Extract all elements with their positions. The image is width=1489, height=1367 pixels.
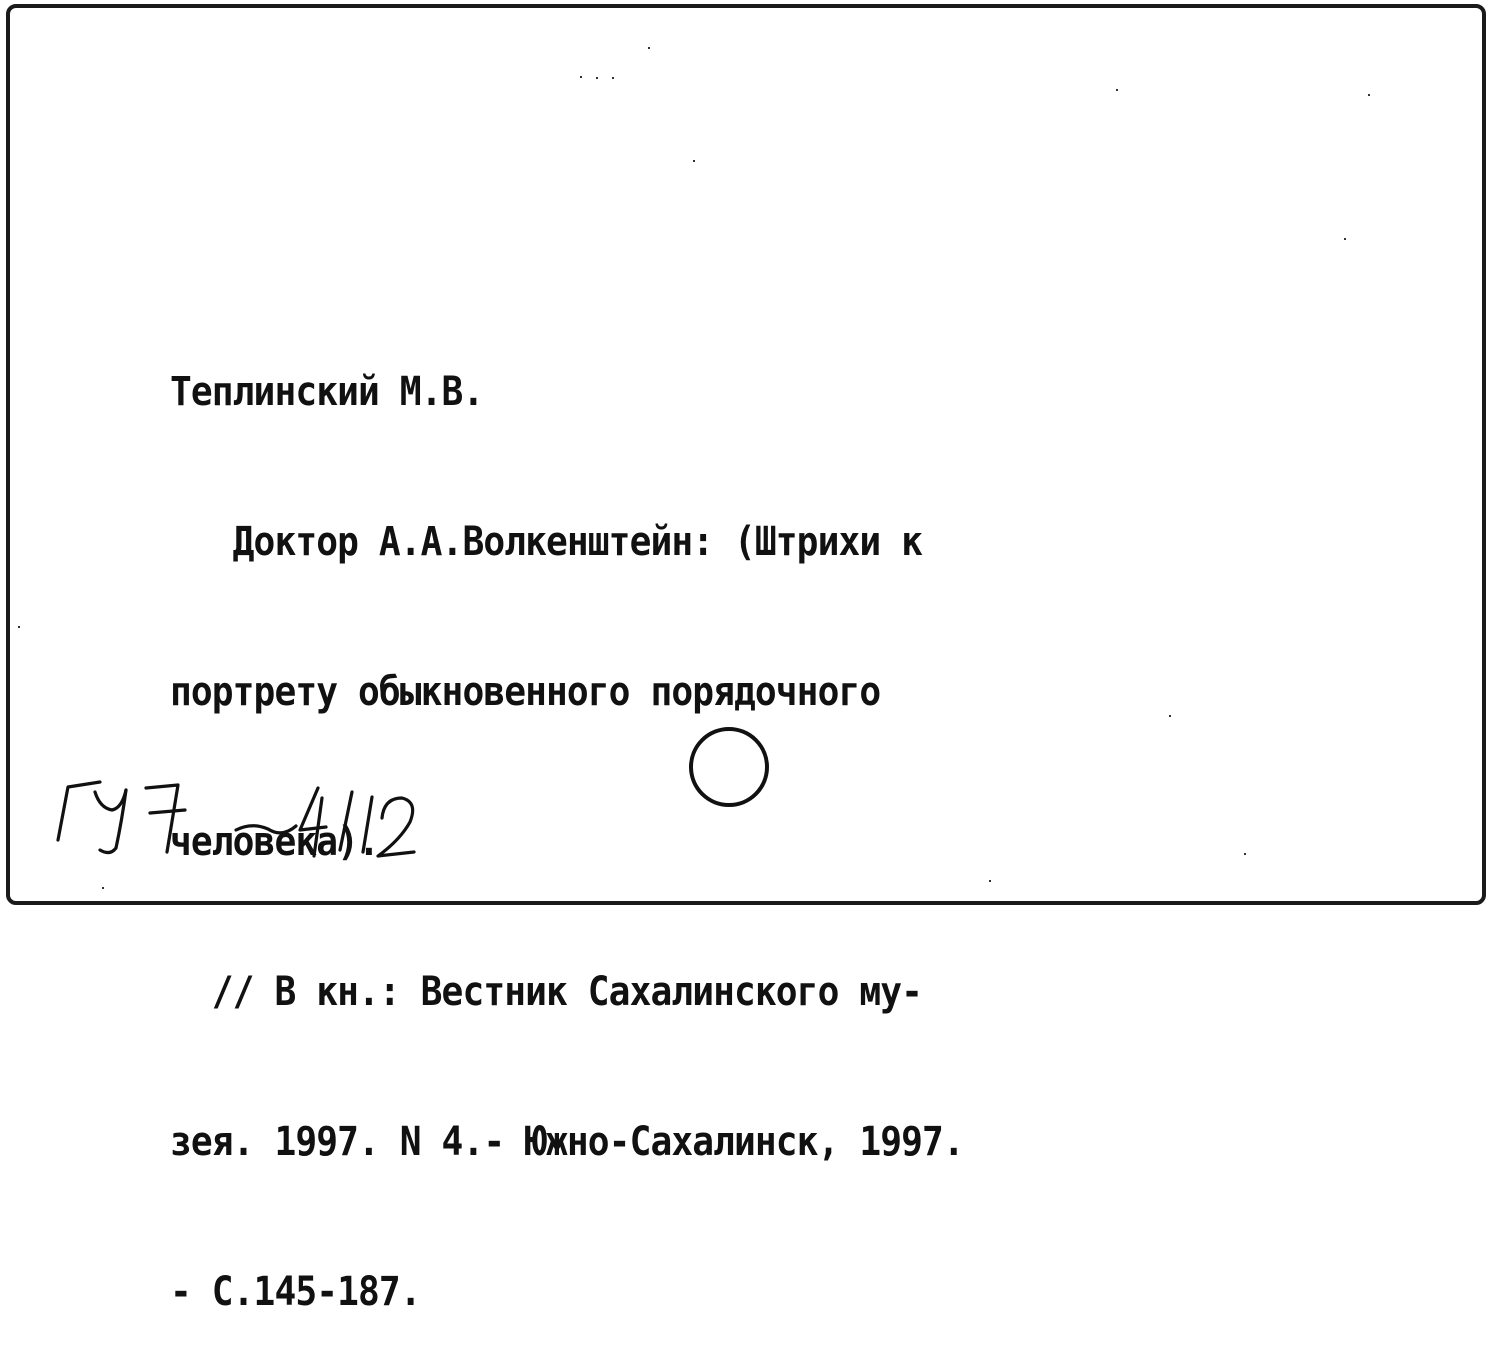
title-line: Доктор А.А.Волкенштейн: (Штрихи к <box>170 519 923 565</box>
scan-speck <box>989 880 991 882</box>
punch-hole <box>689 727 769 807</box>
scan-speck <box>1116 89 1118 91</box>
scan-speck <box>102 887 104 889</box>
bibliographic-entry <box>170 267 964 1367</box>
source-line: // В кн.: Вестник Сахалинского му- <box>170 969 923 1015</box>
scan-speck <box>580 76 582 78</box>
scan-speck <box>648 47 650 49</box>
scan-speck <box>1344 238 1346 240</box>
scan-speck <box>18 626 20 628</box>
title-line: портрету обыкновенного порядочного <box>170 669 881 715</box>
pages-line: - С.145-187. <box>170 1269 421 1315</box>
scan-speck <box>1169 715 1171 717</box>
scan-speck <box>693 160 695 162</box>
title-line: человека). <box>170 819 379 865</box>
author-name: Теплинский М.В. <box>170 369 484 415</box>
scan-speck <box>1244 853 1246 855</box>
scan-speck <box>596 77 598 79</box>
scan-speck <box>612 77 614 79</box>
source-line: зея. 1997. N 4.- Южно-Сахалинск, 1997. <box>170 1119 964 1165</box>
scan-speck <box>1368 94 1370 96</box>
